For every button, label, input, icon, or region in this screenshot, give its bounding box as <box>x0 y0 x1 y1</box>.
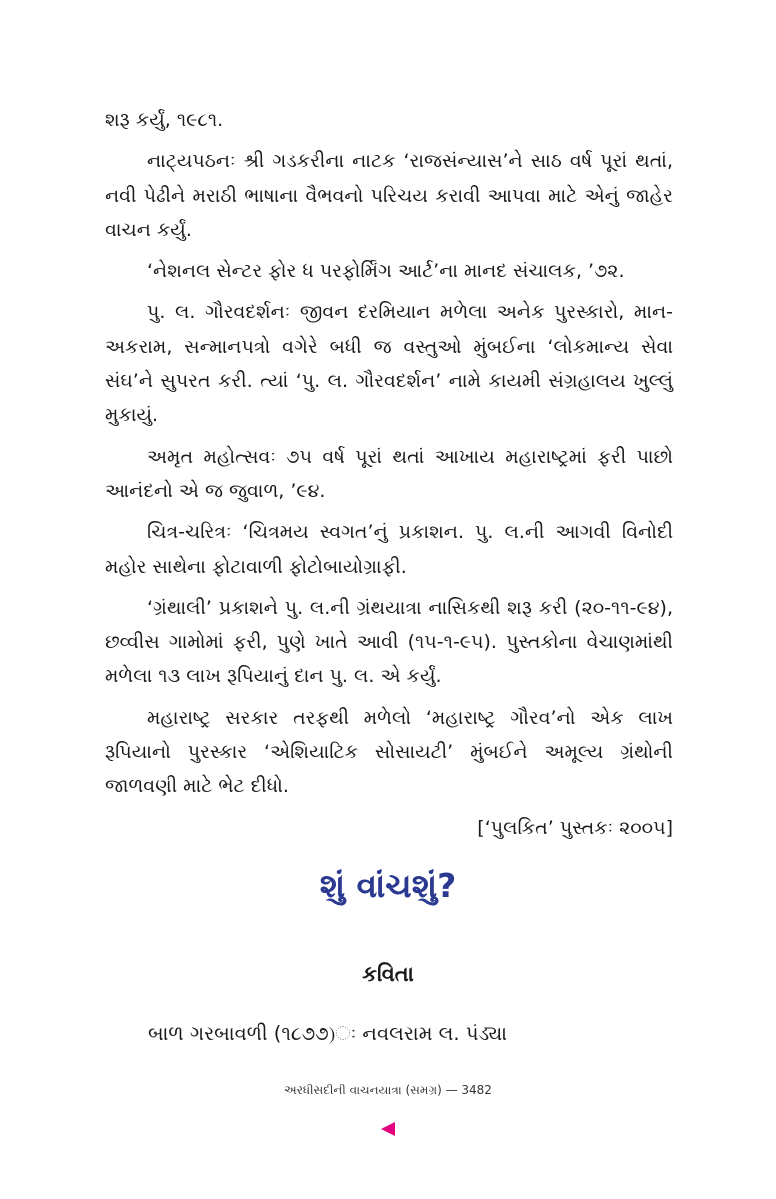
paragraph-amrut-mahotsav: અમૃત મહોત્સવઃ ૭૫ વર્ષ પૂરાં થતાં આખાય મહારાષ્ટ્રમાં ફરી પાછો આનંદનો એ જ જુવાળ, ’૯૪. <box>105 445 673 502</box>
triangle-left-icon[interactable] <box>381 1122 395 1136</box>
source-citation: [‘પુલકિત’ પુસ્તકઃ ૨૦૦૫] <box>477 816 673 839</box>
paragraph-continuation: શરૂ કર્યું, ૧૯૮૧. <box>105 109 224 131</box>
category-heading: કવિતા <box>362 962 414 986</box>
paragraph-gauravdarshan: પુ. લ. ગૌરવદર્શનઃ જીવન દરમિયાન મળેલા અનેક પુરસ્કારો, માન-અકરામ, સન્માનપત્રો વગેરે બધી જ વસ્તુઓ મુંબઈના ‘લોકમાન્ય સેવા સંઘ’ને સુપરત કરી. ત્યાં ‘પુ. લ. ગૌરવદર્શન’ નામે કાયમી સંગ્રહાલય ખુલ્લું મુકાયું. <box>105 301 673 427</box>
paragraph-ncpa: ‘નેશનલ સેન્ટર ફોર ધ પરફોર્મિંગ આર્ટ’ના માનદ સંચાલક, ’૭૨. <box>147 260 625 283</box>
paragraph-granthali: ‘ગ્રંથાલી’ પ્રકાશને પુ. લ.ની ગ્રંથયાત્રા નાસિકથી શરૂ કરી (૨૦-૧૧-૯૪), છવ્વીસ ગામોમાં ફરી, પુણે ખાતે આવી (૧૫-૧-૯૫). પુસ્તકોના વેચાણમાંથી મળેલા ૧૩ લાખ રૂપિયાનું દાન પુ. લ. એ કર્યું. <box>105 596 673 688</box>
body-text <box>105 103 673 845</box>
paragraph-natyapathan: નાટ્યપઠનઃ શ્રી ગડકરીના નાટક ‘રાજસંન્યાસ’ને સાઠ વર્ષ પૂરાં થતાં, નવી પેઢીને મરાઠી ભાષાના વૈભવનો પરિચય કરાવી આપવા માટે એનું જાહેર વાચન કર્યું. <box>105 150 673 241</box>
book-entry: બાળ ગરબાવળી (૧૮૭૭)ઃ નવલરામ લ. પંડ્યા <box>148 1022 508 1045</box>
paragraph-maharashtra-gaurav: મહારાષ્ટ્ર સરકાર તરફથી મળેલો ‘મહારાષ્ટ્ર ગૌરવ’નો એક લાખ રૂપિયાનો પુરસ્કાર ‘એશિયાટિક સોસાયટી’ મુંબઈને અમૂલ્ય ગ્રંથોની જાળવણી માટે ભેટ દીધો. <box>105 706 673 798</box>
page-footer: અરધીસદીની વાચનયાત્રા (સમગ્ર) — 3482 <box>284 1083 492 1097</box>
section-heading: શું વાંચશું? <box>319 866 457 905</box>
paragraph-chitra-charitra: ચિત્ર-ચરિત્રઃ ‘ચિત્રમય સ્વગત’નું પ્રકાશન. પુ. લ.ની આગવી વિનોદી મહોર સાથેના ફોટાવાળી ફોટોબાયોગ્રાફી. <box>105 521 673 578</box>
